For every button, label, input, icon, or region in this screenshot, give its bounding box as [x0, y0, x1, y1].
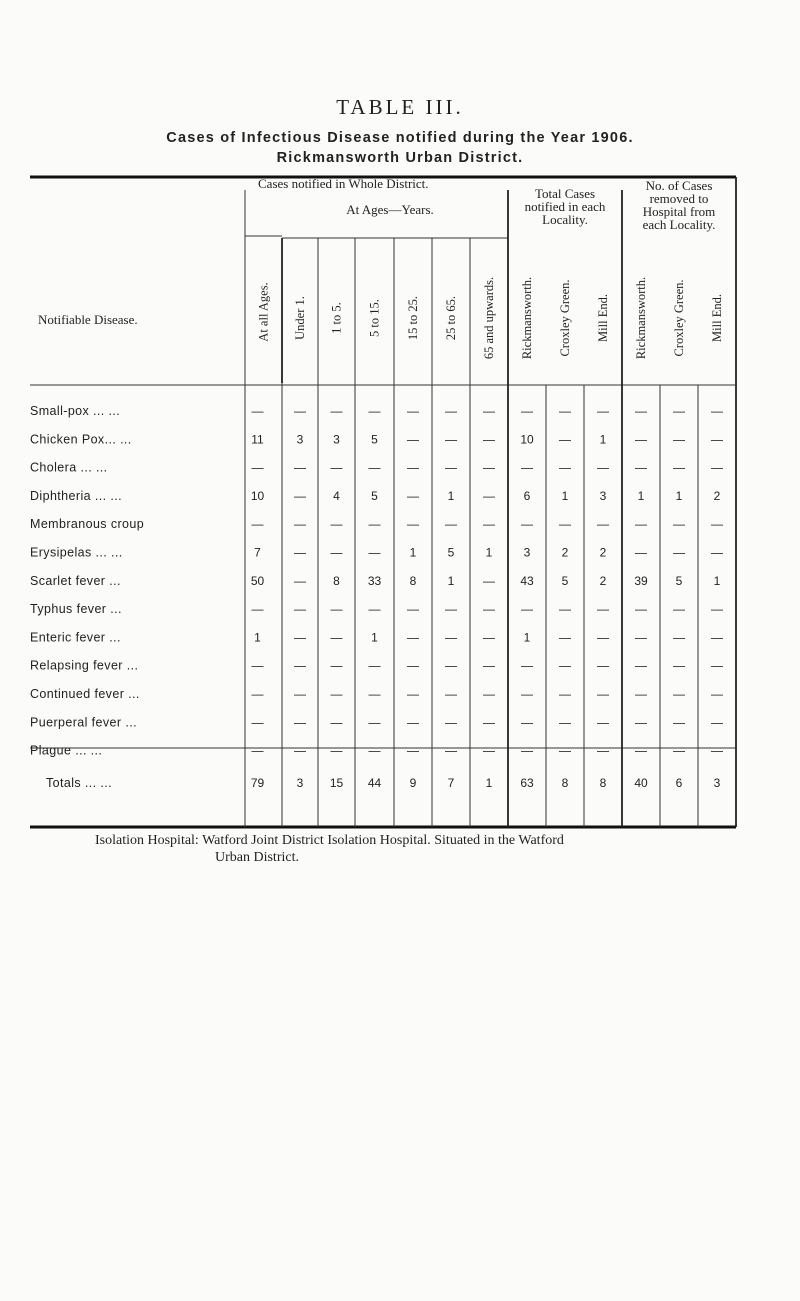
table-cell: —	[483, 630, 495, 645]
table-cell: —	[597, 630, 609, 645]
footnote	[95, 832, 735, 866]
row-label: Diphtheria ... ...	[30, 488, 122, 503]
table-cell: —	[635, 404, 647, 418]
table-cell: —	[559, 432, 571, 447]
table-cell: 2	[599, 545, 607, 560]
table-cell: —	[483, 460, 495, 475]
row-label: Cholera ... ...	[30, 460, 108, 475]
column-header: Croxley Green.	[558, 279, 572, 357]
totals-cell: 44	[367, 776, 382, 790]
table-cell: —	[407, 432, 419, 447]
totals-cell: 9	[409, 776, 417, 790]
row-label: Erysipelas ... ...	[30, 545, 123, 560]
table-cell: —	[330, 630, 343, 645]
table-cell: —	[407, 602, 419, 617]
table-cell: —	[445, 460, 457, 475]
column-header: 5 to 15.	[367, 299, 382, 337]
table-cell: —	[559, 460, 571, 475]
table-cell: —	[294, 743, 306, 758]
table-cell: —	[635, 602, 647, 617]
table-cell: —	[251, 687, 264, 701]
table-cell: —	[445, 432, 457, 447]
table-cell: 3	[599, 488, 607, 503]
table-cell: —	[483, 743, 495, 758]
table-cell: —	[251, 715, 264, 730]
table-cell: —	[483, 715, 495, 730]
table-cell: —	[673, 545, 685, 560]
table-cell: —	[368, 658, 381, 673]
column-header: 1 to 5.	[329, 302, 344, 334]
table-cell: 1	[371, 630, 378, 645]
totals-cell: 8	[599, 776, 607, 790]
table-cell: 1	[523, 630, 531, 645]
row-label: Enteric fever ...	[30, 630, 121, 645]
table-cell: —	[483, 687, 495, 701]
totals-cell: 7	[447, 776, 455, 790]
table-cell: 10	[250, 488, 265, 503]
table-cell: —	[445, 743, 457, 758]
header-removed-to-hospital: removed to	[649, 191, 709, 206]
table-cell: —	[673, 404, 685, 418]
table-cell: —	[294, 573, 306, 588]
table-cell: —	[294, 715, 306, 730]
row-label: Membranous croup	[30, 517, 145, 532]
table-cell: —	[251, 404, 264, 418]
table-cell: —	[711, 602, 723, 617]
header-total-cases: notified in each	[524, 199, 606, 214]
table-cell: —	[294, 630, 306, 645]
table-cell: —	[330, 545, 343, 560]
table-cell: 39	[634, 573, 648, 588]
table-cell: —	[635, 517, 647, 532]
totals-cell: 8	[561, 776, 569, 790]
table-cell: —	[251, 517, 264, 532]
table-cell: 7	[254, 545, 261, 560]
table-cell: —	[483, 573, 495, 588]
table-cell: 1	[447, 488, 455, 503]
table-cell: —	[711, 517, 723, 532]
table-cell: —	[368, 460, 381, 475]
table-cell: —	[294, 602, 306, 617]
table-cell: —	[635, 658, 647, 673]
table-cell: —	[673, 687, 685, 701]
header-removed-to-hospital: No. of Cases	[645, 178, 713, 193]
table-cell: 3	[296, 432, 304, 447]
totals-cell: 15	[329, 776, 344, 790]
table-cell: —	[483, 517, 495, 532]
table-cell: —	[330, 658, 343, 673]
table-cell: —	[368, 545, 381, 560]
table-cell: —	[368, 517, 381, 532]
table-cell: 2	[713, 488, 721, 503]
table-cell: —	[597, 658, 609, 673]
table-cell: —	[673, 658, 685, 673]
row-label: Plague ... ...	[30, 743, 103, 758]
table-cell: —	[407, 715, 419, 730]
table-cell: —	[445, 715, 457, 730]
totals-cell: 3	[296, 776, 304, 790]
table-cell: 5	[561, 573, 569, 588]
table-cell: —	[559, 517, 571, 532]
table-cell: 10	[520, 432, 534, 447]
table-cell: —	[251, 658, 264, 673]
table-cell: —	[559, 743, 571, 758]
table-cell: —	[597, 715, 609, 730]
table-cell: —	[330, 460, 343, 475]
table-cell: —	[330, 517, 343, 532]
table-cell: —	[635, 687, 647, 701]
table-cell: —	[521, 658, 533, 673]
header-total-cases: Total Cases	[534, 186, 596, 201]
table-cell: 2	[561, 545, 569, 560]
table-cell: —	[711, 432, 723, 447]
table-cell: —	[407, 743, 419, 758]
table-cell: —	[521, 404, 533, 418]
table-cell: —	[559, 715, 571, 730]
table-cell: —	[294, 687, 306, 701]
table-cell: 3	[333, 432, 340, 447]
header-notifiable-disease: Notifiable Disease.	[38, 312, 138, 327]
table-cell: —	[711, 545, 723, 560]
column-header: Mill End.	[596, 294, 610, 342]
totals-cell: 6	[675, 776, 683, 790]
totals-cell: 79	[250, 776, 265, 790]
table-cell: —	[673, 517, 685, 532]
table-cell: —	[559, 658, 571, 673]
column-header: 65 and upwards.	[482, 276, 496, 360]
table-cell: —	[251, 460, 264, 475]
table-cell: 6	[523, 488, 531, 503]
table-cell: 5	[371, 488, 378, 503]
table-cell: —	[597, 687, 609, 701]
table-cell: 1	[447, 573, 455, 588]
row-label: Scarlet fever ...	[30, 573, 121, 588]
table-cell: —	[445, 630, 457, 645]
page-title: TABLE III.	[336, 95, 464, 119]
table-cell: 1	[675, 488, 683, 503]
table-cell: 8	[333, 573, 340, 588]
table-cell: —	[635, 545, 647, 560]
table-cell: —	[368, 687, 381, 701]
table-cell: —	[483, 432, 495, 447]
table-cell: —	[597, 602, 609, 617]
table-cell: —	[483, 404, 495, 418]
column-header: 15 to 25.	[406, 295, 420, 341]
table-cell: —	[635, 715, 647, 730]
row-label: Continued fever ...	[30, 687, 140, 701]
table-subtitle: Cases of Infectious Disease notified during the Year 1906.	[166, 130, 634, 146]
footnote-line-2: Urban District.	[215, 850, 299, 865]
table-cell: —	[407, 687, 419, 701]
table-cell: 1	[713, 573, 721, 588]
table-cell: —	[407, 404, 419, 418]
header-total-cases: Locality.	[542, 212, 588, 227]
row-label: Puerperal fever ...	[30, 715, 137, 730]
table-cell: —	[521, 743, 533, 758]
table-cell: 1	[599, 432, 607, 447]
table-cell: —	[711, 460, 723, 475]
table-cell: —	[521, 517, 533, 532]
table-cell: 8	[409, 573, 417, 588]
column-header: Croxley Green.	[672, 279, 686, 357]
table-cell: 3	[523, 545, 531, 560]
table-cell: —	[294, 404, 306, 418]
table-cell: —	[711, 404, 723, 418]
table-cell: 11	[251, 432, 264, 447]
table-cell: —	[445, 687, 457, 701]
table-cell: —	[673, 743, 685, 758]
table-cell: —	[483, 602, 495, 617]
table-cell: —	[559, 404, 571, 418]
table-cell: 1	[485, 545, 493, 560]
table-cell: 5	[371, 432, 378, 447]
table-cell: —	[635, 460, 647, 475]
table-cell: —	[294, 545, 306, 560]
table-cell: —	[330, 602, 343, 617]
table-cell: —	[711, 630, 723, 645]
table-cell: —	[483, 488, 495, 503]
table-cell: —	[711, 715, 723, 730]
table-cell: —	[635, 743, 647, 758]
totals-cell: 1	[485, 776, 493, 790]
table-cell: —	[673, 602, 685, 617]
table-cell: —	[521, 460, 533, 475]
table-cell: —	[597, 404, 609, 418]
district-name: Rickmansworth Urban District.	[276, 150, 524, 166]
column-header: Under 1.	[293, 296, 307, 340]
table-cell: —	[521, 687, 533, 701]
table-cell: —	[445, 658, 457, 673]
table-cell: —	[673, 630, 685, 645]
row-label: Small-pox ... ...	[30, 404, 121, 418]
header-cases-notified: Cases notified in Whole District.	[258, 176, 429, 191]
totals-label: Totals ... ...	[46, 776, 113, 790]
table-cell: 1	[561, 488, 569, 503]
column-header: Rickmansworth.	[520, 276, 534, 360]
table-cell: —	[368, 743, 381, 758]
table-cell: —	[711, 687, 723, 701]
table-cell: 43	[520, 573, 534, 588]
table-cell: —	[559, 687, 571, 701]
table-cell: —	[559, 630, 571, 645]
table-cell: —	[251, 743, 264, 758]
row-label: Relapsing fever ...	[30, 658, 139, 673]
table-cell: —	[711, 743, 723, 758]
table-cell: —	[483, 658, 495, 673]
table-cell: —	[635, 630, 647, 645]
table-cell: 33	[367, 573, 382, 588]
header-removed-to-hospital: each Locality.	[642, 217, 716, 232]
table-cell: 1	[254, 630, 261, 645]
table-cell: —	[445, 404, 457, 418]
table-cell: —	[330, 743, 343, 758]
row-label: Typhus fever ...	[30, 602, 122, 617]
table-cell: —	[407, 488, 419, 503]
table-cell: —	[559, 602, 571, 617]
footnote-line-1: Isolation Hospital: Watford Joint District Isolation Hospital. Situated in the Watford	[95, 833, 564, 848]
table-cell: —	[673, 715, 685, 730]
table-cell: —	[294, 460, 306, 475]
table-cell: —	[445, 602, 457, 617]
table-cell: —	[445, 517, 457, 532]
column-header: At all Ages.	[256, 282, 271, 342]
header-removed-to-hospital: Hospital from	[642, 204, 716, 219]
table-cell: 1	[409, 545, 417, 560]
table-cell: —	[294, 517, 306, 532]
table-cell: 2	[599, 573, 607, 588]
table-cell: —	[407, 630, 419, 645]
table-cell: 4	[333, 488, 340, 503]
table-cell: 5	[675, 573, 683, 588]
table-cell: —	[330, 687, 343, 701]
table-cell: —	[711, 658, 723, 673]
table-cell: —	[673, 460, 685, 475]
table-cell: —	[521, 602, 533, 617]
table-cell: —	[407, 460, 419, 475]
table-cell: 5	[447, 545, 455, 560]
table-cell: —	[673, 432, 685, 447]
table-cell: 1	[637, 488, 645, 503]
table-cell: —	[294, 658, 306, 673]
table-cell: —	[368, 404, 381, 418]
totals-cell: 40	[634, 776, 648, 790]
column-header: 25 to 65.	[444, 295, 458, 341]
header-at-ages: At Ages—Years.	[346, 202, 434, 217]
table-cell: —	[251, 602, 264, 617]
table-cell: —	[407, 517, 419, 532]
table-cell: —	[597, 460, 609, 475]
table-cell: —	[597, 743, 609, 758]
table-cell: —	[330, 715, 343, 730]
column-header: Mill End.	[710, 294, 724, 342]
table-cell: —	[294, 488, 306, 503]
table-cell: —	[635, 432, 647, 447]
table-cell: —	[330, 404, 343, 418]
table-cell: —	[407, 658, 419, 673]
table-cell: —	[521, 715, 533, 730]
table-cell: —	[368, 602, 381, 617]
totals-cell: 63	[520, 776, 534, 790]
table-cell: 50	[250, 573, 265, 588]
row-label: Chicken Pox... ...	[30, 432, 132, 447]
column-header: Rickmansworth.	[634, 276, 648, 360]
totals-cell: 3	[713, 776, 721, 790]
table-cell: —	[368, 715, 381, 730]
table-cell: —	[597, 517, 609, 532]
